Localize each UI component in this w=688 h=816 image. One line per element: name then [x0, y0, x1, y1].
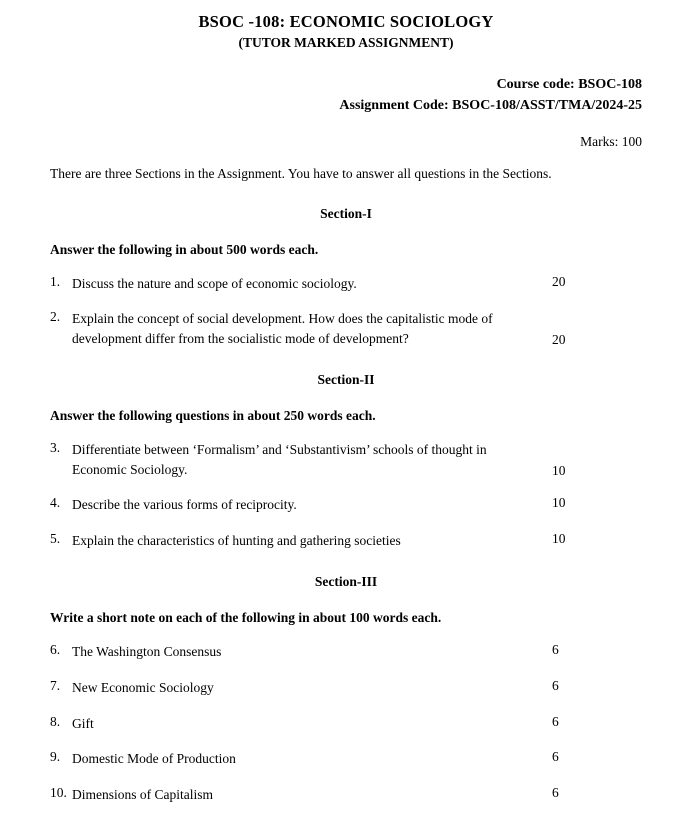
document-title-block — [50, 12, 642, 53]
question-text: Explain the characteristics of hunting and gathering societies — [72, 532, 401, 548]
question-marks: 6 — [552, 713, 559, 729]
question-number: 4. — [50, 495, 61, 511]
course-code: Course code: BSOC-108 — [496, 76, 642, 92]
question-marks: 6 — [552, 784, 559, 800]
question-number: 10. — [50, 784, 67, 800]
question-row — [50, 309, 642, 348]
code-block — [50, 74, 642, 116]
section-heading-3: Section-III — [314, 574, 378, 590]
question-row — [50, 642, 642, 662]
question-text: Describe the various forms of reciprocity. — [72, 497, 297, 513]
question-number: 7. — [50, 678, 61, 694]
page-title: BSOC -108: ECONOMIC SOCIOLOGY — [198, 12, 494, 31]
question-row — [50, 531, 642, 551]
question-row — [50, 678, 642, 698]
question-list-3 — [50, 642, 642, 804]
question-marks: 20 — [552, 273, 566, 289]
question-text: Explain the concept of social development. How does the capitalistic mode of development differ from the socialistic mode of development? — [72, 311, 493, 346]
question-text: New Economic Sociology — [72, 680, 214, 696]
question-number: 5. — [50, 530, 61, 546]
question-row — [50, 440, 642, 479]
question-number: 3. — [50, 440, 61, 456]
question-marks: 6 — [552, 749, 559, 765]
question-marks: 6 — [552, 678, 559, 694]
question-row — [50, 749, 642, 769]
question-list-1 — [50, 274, 642, 349]
question-row — [50, 274, 642, 294]
question-number: 6. — [50, 642, 61, 658]
question-marks: 10 — [552, 463, 566, 479]
question-number: 1. — [50, 273, 61, 289]
total-marks: Marks: 100 — [580, 133, 642, 149]
question-text: Gift — [72, 715, 94, 731]
section-heading-1: Section-I — [320, 205, 372, 221]
question-row — [50, 714, 642, 734]
question-number: 9. — [50, 749, 61, 765]
question-marks: 20 — [552, 332, 566, 348]
question-marks: 10 — [552, 495, 566, 511]
question-number: 2. — [50, 309, 61, 325]
question-text: Dimensions of Capitalism — [72, 786, 213, 802]
question-text: Domestic Mode of Production — [72, 751, 236, 767]
question-text: Discuss the nature and scope of economic sociology. — [72, 275, 357, 291]
question-marks: 6 — [552, 642, 559, 658]
section-instruction-3: Write a short note on each of the following in about 100 words each. — [50, 610, 442, 626]
instruction-intro: There are three Sections in the Assignment. You have to answer all questions in the Sections. — [50, 165, 552, 181]
section-instruction-2: Answer the following questions in about 250 words each. — [50, 408, 376, 424]
section-instruction-1: Answer the following in about 500 words each. — [50, 241, 319, 257]
assignment-code: Assignment Code: BSOC-108/ASST/TMA/2024-25 — [339, 97, 642, 113]
question-number: 8. — [50, 713, 61, 729]
question-text: Differentiate between ‘Formalism’ and ‘Substantivism’ schools of thought in Economic Sociology. — [72, 442, 487, 477]
question-row — [50, 495, 642, 515]
page-subtitle: (TUTOR MARKED ASSIGNMENT) — [238, 34, 454, 50]
question-row — [50, 785, 642, 805]
section-heading-2: Section-II — [317, 372, 375, 388]
question-list-2 — [50, 440, 642, 550]
question-text: The Washington Consensus — [72, 644, 222, 660]
question-marks: 10 — [552, 530, 566, 546]
